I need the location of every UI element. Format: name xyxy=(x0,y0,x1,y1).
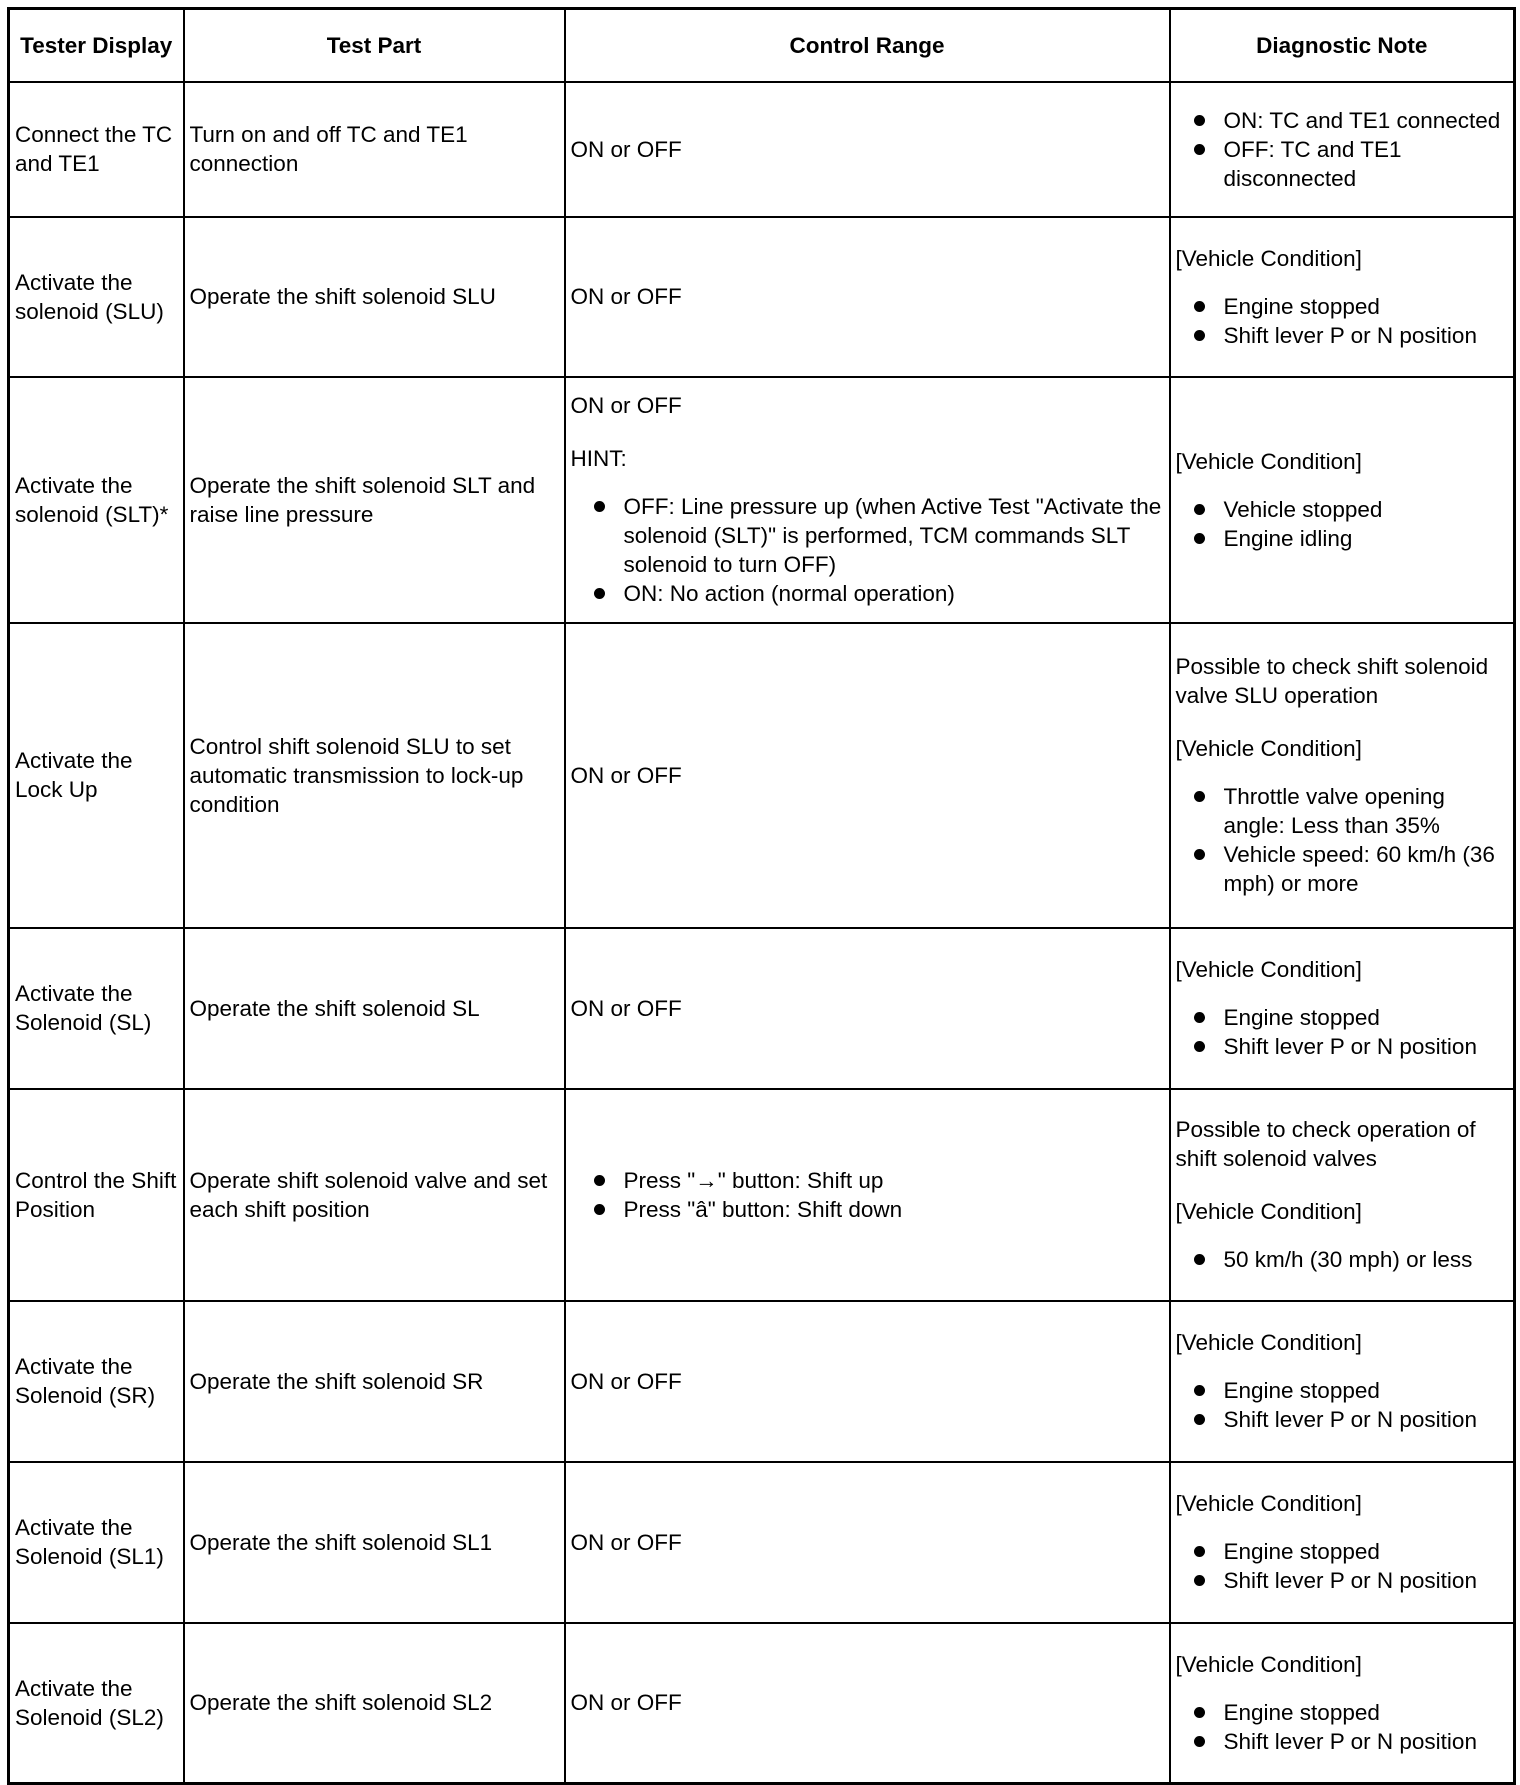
table-row xyxy=(9,1089,1515,1301)
active-test-table xyxy=(7,7,1516,1785)
bullet-icon xyxy=(594,1175,605,1186)
table-row xyxy=(9,1301,1515,1462)
list-item xyxy=(1176,840,1509,898)
note-bullet-text: Shift lever P or N position xyxy=(1223,1728,1477,1754)
table-row xyxy=(9,1462,1515,1623)
control-range-cell: ON or OFF xyxy=(565,1301,1170,1462)
note-bullet-list xyxy=(1176,292,1509,350)
tester-display-cell: Activate the solenoid (SLT)* xyxy=(9,377,184,623)
list-item xyxy=(1176,782,1509,840)
note-bullet-text: Vehicle speed: 60 km/h (36 mph) or more xyxy=(1223,842,1495,896)
list-item xyxy=(1176,1245,1509,1274)
table-row xyxy=(9,82,1515,217)
vehicle-condition-label: [Vehicle Condition] xyxy=(1175,1330,1362,1355)
bullet-icon xyxy=(594,588,605,599)
list-item xyxy=(1176,1405,1509,1434)
note-bullet-text: Shift lever P or N position xyxy=(1223,1407,1477,1432)
table-row xyxy=(9,377,1515,623)
note-bullet-list xyxy=(1176,1376,1509,1434)
diagnostic-note-cell xyxy=(1170,1089,1515,1301)
control-range-value: ON or OFF xyxy=(570,393,682,418)
range-bullet-text: OFF: Line pressure up (when Active Test "Activate the solenoid (SLT)" is performed, TCM commands SLT solenoid to turn OFF) xyxy=(623,494,1162,577)
bullet-icon xyxy=(1194,330,1205,341)
bullet-icon xyxy=(1194,1041,1205,1052)
test-part-cell: Operate shift solenoid valve and set each shift position xyxy=(184,1089,565,1301)
bullet-icon xyxy=(1194,1012,1205,1023)
active-test-table-container xyxy=(7,7,1513,1776)
control-range-cell: ON or OFF xyxy=(565,217,1170,377)
bullet-icon xyxy=(1194,1707,1205,1718)
table-row xyxy=(9,1623,1515,1784)
header-control-range: Control Range xyxy=(565,9,1170,82)
note-bullet-text: Shift lever P or N position xyxy=(1223,1568,1477,1593)
control-range-cell: ON or OFF xyxy=(565,1462,1170,1623)
note-bullet-list xyxy=(1176,782,1509,898)
vehicle-condition-label: [Vehicle Condition] xyxy=(1175,1651,1362,1677)
test-part-cell: Control shift solenoid SLU to set automatic transmission to lock-up condition xyxy=(184,623,565,928)
bullet-icon xyxy=(1194,1414,1205,1425)
header-tester-display: Tester Display xyxy=(9,9,184,82)
range-bullet-text: Press "→" button: Shift up xyxy=(623,1167,884,1193)
bullet-icon xyxy=(1194,1254,1205,1265)
bullet-icon xyxy=(1194,301,1205,312)
list-item xyxy=(571,1195,1164,1224)
list-item xyxy=(571,1166,1164,1195)
hint-label: HINT: xyxy=(570,446,627,471)
bullet-icon xyxy=(1194,1546,1205,1557)
control-range-cell: ON or OFF xyxy=(565,1623,1170,1784)
note-bullet-text: Throttle valve opening angle: Less than 35% xyxy=(1223,784,1445,838)
note-bullet-list xyxy=(1176,106,1509,193)
vehicle-condition-label: [Vehicle Condition] xyxy=(1175,1491,1362,1516)
tester-display-cell: Activate the Solenoid (SL) xyxy=(9,928,184,1089)
vehicle-condition-label: [Vehicle Condition] xyxy=(1175,736,1362,761)
bullet-icon xyxy=(1194,533,1205,544)
diagnostic-note-cell xyxy=(1170,1301,1515,1462)
diagnostic-note-text: Possible to check operation of shift solenoid valves xyxy=(1175,1117,1476,1171)
test-part-cell: Operate the shift solenoid SLU xyxy=(184,217,565,377)
range-bullet-text: Press "â" button: Shift down xyxy=(623,1196,903,1222)
bullet-icon xyxy=(1194,1385,1205,1396)
note-bullet-text: OFF: TC and TE1 disconnected xyxy=(1223,136,1402,191)
note-bullet-text: Engine stopped xyxy=(1223,293,1380,319)
list-item xyxy=(1176,1003,1509,1032)
list-item xyxy=(1176,495,1509,524)
tester-display-cell: Activate the Solenoid (SL1) xyxy=(9,1462,184,1623)
table-row xyxy=(9,928,1515,1089)
control-range-cell: ON or OFF xyxy=(565,82,1170,217)
bullet-icon xyxy=(1194,144,1205,155)
note-bullet-text: Engine stopped xyxy=(1223,1699,1380,1725)
test-part-cell: Operate the shift solenoid SL xyxy=(184,928,565,1089)
tester-display-cell: Activate the solenoid (SLU) xyxy=(9,217,184,377)
test-part-cell: Operate the shift solenoid SL2 xyxy=(184,1623,565,1784)
diagnostic-note-cell xyxy=(1170,82,1515,217)
list-item xyxy=(1176,1727,1509,1756)
diagnostic-note-cell xyxy=(1170,377,1515,623)
vehicle-condition-label: [Vehicle Condition] xyxy=(1175,957,1362,982)
control-range-cell: ON or OFF xyxy=(565,623,1170,928)
tester-display-cell: Activate the Lock Up xyxy=(9,623,184,928)
list-item xyxy=(1176,1537,1509,1566)
note-bullet-list xyxy=(1176,1003,1509,1061)
test-part-cell: Turn on and off TC and TE1 connection xyxy=(184,82,565,217)
header-diagnostic-note: Diagnostic Note xyxy=(1170,9,1515,82)
diagnostic-note-cell xyxy=(1170,1623,1515,1784)
range-bullet-list xyxy=(571,1166,1164,1224)
test-part-cell: Operate the shift solenoid SR xyxy=(184,1301,565,1462)
list-item xyxy=(1176,292,1509,321)
range-bullet-list xyxy=(571,492,1164,608)
bullet-icon xyxy=(1194,849,1205,860)
list-item xyxy=(571,492,1164,579)
bullet-icon xyxy=(1194,504,1205,515)
note-bullet-text: Shift lever P or N position xyxy=(1223,1034,1477,1059)
note-bullet-text: Shift lever P or N position xyxy=(1223,322,1477,348)
tester-display-cell: Activate the Solenoid (SL2) xyxy=(9,1623,184,1784)
tester-display-cell: Control the Shift Position xyxy=(9,1089,184,1301)
list-item xyxy=(1176,1566,1509,1595)
bullet-icon xyxy=(1194,791,1205,802)
diagnostic-note-cell xyxy=(1170,1462,1515,1623)
diagnostic-note-cell xyxy=(1170,928,1515,1089)
note-bullet-text: Engine idling xyxy=(1223,525,1353,551)
control-range-cell xyxy=(565,377,1170,623)
list-item xyxy=(1176,524,1509,553)
note-bullet-text: Engine stopped xyxy=(1223,1378,1380,1403)
bullet-icon xyxy=(1194,1575,1205,1586)
bullet-icon xyxy=(1194,115,1205,126)
table-row xyxy=(9,217,1515,377)
range-bullet-text: ON: No action (normal operation) xyxy=(623,581,955,606)
note-bullet-text: Engine stopped xyxy=(1223,1539,1380,1564)
diagnostic-note-cell xyxy=(1170,623,1515,928)
bullet-icon xyxy=(1194,1736,1205,1747)
diagnostic-note-text: Possible to check shift solenoid valve SLU operation xyxy=(1175,654,1489,708)
note-bullet-text: ON: TC and TE1 connected xyxy=(1223,107,1501,133)
list-item xyxy=(1176,321,1509,350)
test-part-cell: Operate the shift solenoid SL1 xyxy=(184,1462,565,1623)
note-bullet-text: Engine stopped xyxy=(1223,1005,1380,1030)
vehicle-condition-label: [Vehicle Condition] xyxy=(1175,245,1362,271)
note-bullet-text: Vehicle stopped xyxy=(1223,496,1383,522)
test-part-cell: Operate the shift solenoid SLT and raise line pressure xyxy=(184,377,565,623)
header-row xyxy=(9,9,1515,82)
bullet-icon xyxy=(594,1204,605,1215)
note-bullet-text: 50 km/h (30 mph) or less xyxy=(1223,1247,1473,1272)
list-item xyxy=(1176,1698,1509,1727)
note-bullet-list xyxy=(1176,1245,1509,1274)
header-test-part: Test Part xyxy=(184,9,565,82)
control-range-cell xyxy=(565,1089,1170,1301)
list-item xyxy=(571,579,1164,608)
note-bullet-list xyxy=(1176,495,1509,553)
diagnostic-note-cell xyxy=(1170,217,1515,377)
list-item xyxy=(1176,1032,1509,1061)
list-item xyxy=(1176,106,1509,135)
note-bullet-list xyxy=(1176,1698,1509,1756)
vehicle-condition-label: [Vehicle Condition] xyxy=(1175,1199,1362,1224)
tester-display-cell: Activate the Solenoid (SR) xyxy=(9,1301,184,1462)
note-bullet-list xyxy=(1176,1537,1509,1595)
vehicle-condition-label: [Vehicle Condition] xyxy=(1175,448,1362,474)
tester-display-cell: Connect the TC and TE1 xyxy=(9,82,184,217)
bullet-icon xyxy=(594,501,605,512)
list-item xyxy=(1176,135,1509,193)
table-row xyxy=(9,623,1515,928)
list-item xyxy=(1176,1376,1509,1405)
control-range-cell: ON or OFF xyxy=(565,928,1170,1089)
